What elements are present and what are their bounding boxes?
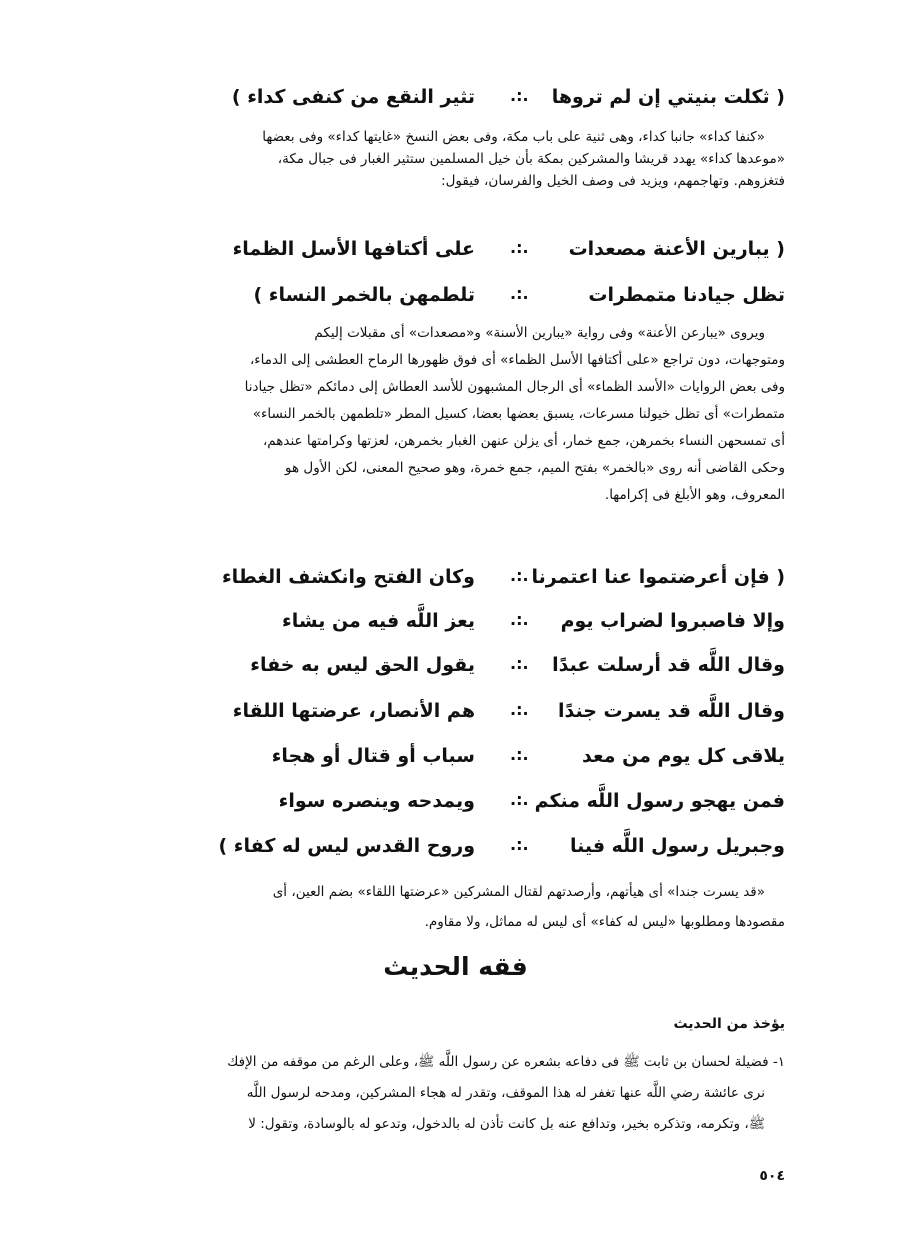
prose-line: ﷺ، وتكرمه، وتذكره بخير، وتدافع عنه بل كانت تأذن له بالدخول، وتدعو له بالوسادة، وتقول: لا — [248, 1116, 765, 1132]
prose-line: «كنفا كداء» جانبا كداء، وهى ثنية على باب مكة، وفى بعض النسخ «غايتها كداء» وفى بعضها — [262, 129, 765, 145]
prose-line: نرى عائشة رضي اللَّه عنها تغفر له هذا الموقف، وتقدر له هجاء المشركين، ومدحه لرسول اللَّه — [246, 1085, 765, 1101]
verse-separator: .:. — [510, 835, 529, 854]
verse-line — [0, 790, 911, 820]
verse-first-hemistich: وقال اللَّه قد يسرت جندًا — [558, 700, 785, 722]
commentary-paragraph — [125, 126, 785, 192]
verse-second-hemistich: تلطمهن بالخمر النساء ) — [253, 284, 475, 306]
verse-separator: .:. — [510, 610, 529, 629]
prose-line: فتغزوهم. وتهاجمهم، ويزيد فى وصف الخيل والفرسان، فيقول: — [441, 173, 785, 189]
numbered-item — [125, 1047, 785, 1140]
prose-line: ومتوجهات، دون تراجع «على أكتافها الأسل الظماء» أى فوق ظهورها الرماح العطشى إلى الدماء، — [249, 352, 785, 368]
verse-second-hemistich: ويمدحه وينصره سواء — [278, 790, 475, 812]
prose-line: وفى بعض الروايات «الأسد الظماء» أى الرجال المشبهون للأسد العطاش إلى دمائكم «تظل جيادنا — [244, 379, 785, 395]
page-number: ٥٠٤ — [759, 1168, 785, 1184]
verse-line — [0, 566, 911, 596]
verse-second-hemistich: على أكتافها الأسل الظماء — [232, 238, 475, 260]
verse-second-hemistich: يعز اللَّه فيه من يشاء — [282, 610, 475, 632]
prose-line: مقصودها ومطلوبها «ليس له كفاء» أى ليس له مماثل، ولا مقاوم. — [424, 914, 785, 930]
prose-line: متمطرات» أى تظل خيولنا مسرعات، يسبق بعضها بعضا، كسيل المطر «تلطمهن بالخمر النساء» — [252, 406, 785, 422]
verse-second-hemistich: هم الأنصار، عرضتها اللقاء — [232, 700, 475, 722]
prose-line: أى تمسحهن النساء بخمرهن، جمع خمار، أى يزلن عنهن الغبار بخمرهن، لعزتها وكرامتها عندهم، — [262, 433, 785, 449]
section-heading: فقه الحديث — [383, 952, 528, 981]
verse-line — [0, 610, 911, 640]
verse-separator: .:. — [510, 86, 529, 105]
commentary-paragraph — [125, 320, 785, 509]
verse-first-hemistich: وجبريل رسول اللَّه فينا — [569, 835, 785, 857]
verse-separator: .:. — [510, 238, 529, 257]
verse-first-hemistich: وإلا فاصبروا لضراب يوم — [560, 610, 785, 632]
verse-second-hemistich: يقول الحق ليس به خفاء — [250, 654, 475, 676]
verse-second-hemistich: وروح القدس ليس له كفاء ) — [218, 835, 475, 857]
verse-line — [0, 654, 911, 684]
verse-first-hemistich: تظل جيادنا متمطرات — [588, 284, 785, 306]
verse-second-hemistich: سباب أو قتال أو هجاء — [271, 745, 475, 767]
verse-first-hemistich: فمن يهجو رسول اللَّه منكم — [534, 790, 785, 812]
verse-line — [0, 284, 911, 314]
verse-first-hemistich: ( يبارين الأعنة مصعدات — [568, 238, 785, 260]
verse-separator: .:. — [510, 745, 529, 764]
verse-line — [0, 700, 911, 730]
verse-first-hemistich: ( فإن أعرضتموا عنا اعتمرنا — [531, 566, 785, 588]
commentary-paragraph — [125, 877, 785, 937]
verse-second-hemistich: تثير النقع من كنفى كداء ) — [231, 86, 475, 108]
verse-line — [0, 835, 911, 865]
subheading: يؤخذ من الحديث — [673, 1016, 785, 1032]
verse-first-hemistich: وقال اللَّه قد أرسلت عبدًا — [552, 654, 785, 676]
verse-first-hemistich: ( ثكلت بنيتي إن لم تروها — [551, 86, 785, 108]
prose-line: «قد يسرت جندا» أى هيأتهم، وأرصدتهم لقتال المشركين «عرضتها اللقاء» بضم العين، أى — [272, 884, 765, 900]
prose-line: ويروى «يبارعن الأعنة» وفى رواية «يبارين الأسنة» و«مصعدات» أى مقبلات إليكم — [314, 325, 765, 341]
verse-separator: .:. — [510, 284, 529, 303]
verse-separator: .:. — [510, 790, 529, 809]
verse-line — [0, 745, 911, 775]
verse-first-hemistich: يلاقى كل يوم من معد — [582, 745, 785, 767]
verse-separator: .:. — [510, 566, 529, 585]
verse-line — [0, 238, 911, 268]
prose-line: وحكى القاضى أنه روى «بالخمر» بفتح الميم، جمع خمرة، وهو صحيح المعنى، لكن الأول هو — [285, 460, 785, 476]
verse-line — [0, 86, 911, 116]
prose-line: «موعدها كداء» يهدد قريشا والمشركين بمكة بأن خيل المسلمين ستثير الغبار فى جبال مكة، — [277, 151, 785, 167]
verse-separator: .:. — [510, 654, 529, 673]
prose-line: ١- فضيلة لحسان بن ثابت ﷺ فى دفاعه بشعره عن رسول اللَّه ﷺ، وعلى الرغم من موقفه من الإفك — [227, 1054, 785, 1070]
prose-line: المعروف، وهو الأبلغ فى إكرامها. — [604, 487, 785, 503]
verse-second-hemistich: وكان الفتح وانكشف الغطاء — [221, 566, 475, 588]
verse-separator: .:. — [510, 700, 529, 719]
